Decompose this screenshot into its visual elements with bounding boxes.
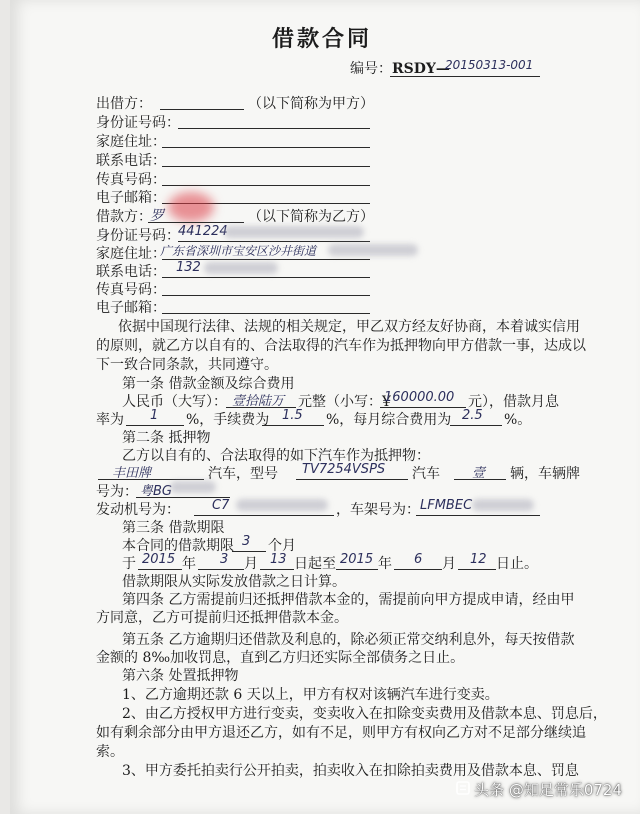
borrower-name-suffix: （以下简称为乙方）: [248, 209, 374, 225]
contract-title: 借款合同: [272, 26, 373, 52]
borrower-fax-label: 传真号码：: [96, 282, 166, 298]
art3-d2: 12: [470, 552, 487, 567]
borrower-email-label: 电子邮箱：: [96, 300, 166, 316]
art1-pct1: %，手续费为: [186, 412, 270, 428]
art2-engine-line: [194, 515, 334, 516]
art3-yue1: 月: [244, 556, 258, 572]
art1-mid1: 元整（小写：¥: [298, 394, 391, 410]
art3-note: 借款期限从实际发放借款之日计算。: [122, 574, 346, 590]
borrower-address-value: 广东省深圳市宝安区沙井街道: [160, 244, 317, 258]
lender-address-label: 家庭住址：: [96, 134, 166, 150]
art1-mid2: 元），借款月息: [468, 394, 559, 410]
intro-line-1: 依据中国现行法律、法规的相关规定，甲乙双方经友好协商，本着诚实信用: [118, 319, 580, 335]
art1-rate-label: 率为: [96, 412, 124, 428]
art6-line-1: 1、乙方逾期还款 6 天以上，甲方有权对该辆汽车进行变卖。: [122, 687, 499, 703]
art1-monthly-line: [450, 425, 502, 426]
borrower-name-label: 借款方：: [96, 209, 152, 225]
borrower-address-label: 家庭住址：: [96, 246, 166, 262]
art6-heading: 第六条 处置抵押物: [122, 668, 239, 684]
intro-line-3: 下一致合同条款，共同遵守。: [96, 357, 278, 373]
art3-nian2: 年: [378, 556, 392, 572]
contract-no-value: 20150313-001: [445, 58, 534, 72]
art1-pct3: %。: [504, 412, 532, 428]
art5-line-1: 第五条 乙方逾期归还借款及利息的，除必须正常交纳利息外，每天按借款: [122, 632, 575, 648]
art1-fee-value: 1.5: [282, 408, 303, 423]
art3-y1-line: [138, 569, 182, 570]
art2-frame-line: [416, 515, 540, 516]
art1-rate-value: 1: [150, 408, 159, 423]
art1-rmb-lower: 160000.00: [384, 390, 455, 405]
lender-name-label: 出借方：: [96, 96, 152, 112]
lender-name-line: [160, 109, 244, 110]
art2-count-line: [454, 479, 506, 480]
art1-rmb-upper: 壹拾陆万: [232, 394, 285, 409]
lender-address-line: [162, 147, 370, 148]
borrower-id-redaction: [224, 226, 364, 238]
art1-fee-line: [262, 425, 324, 426]
art2-model-value: TV7254VSPS: [302, 462, 386, 477]
borrower-phone-redaction: [204, 262, 278, 274]
art6-line-5: 3、甲方委托拍卖行公开拍卖，拍卖收入在扣除拍卖费用及借款本息、罚息: [122, 763, 579, 779]
borrower-name-line: [148, 222, 244, 223]
toutiao-watermark: [456, 779, 622, 800]
art3-ri1: 日起至: [294, 556, 336, 572]
art3-d1: 13: [270, 552, 287, 567]
lender-id-label: 身份证号码：: [96, 115, 180, 131]
borrower-email-line: [162, 313, 370, 314]
art2-engine-redaction: [236, 499, 328, 511]
art3-ri2: 日止。: [496, 556, 538, 572]
art3-term-unit: 个月: [268, 538, 296, 554]
borrower-phone-line: [162, 277, 370, 278]
art3-m1-line: [198, 569, 244, 570]
art2-engine-label: 发动机号为：: [96, 502, 180, 518]
art2-frame-redaction: [472, 499, 534, 511]
art2-engine-value: C7: [212, 498, 230, 513]
lender-fax-label: 传真号码：: [96, 172, 166, 188]
art3-nian1: 年: [182, 556, 196, 572]
art3-y2-line: [336, 569, 378, 570]
art3-m2-line: [394, 569, 442, 570]
art1-pct2: %，每月综合费用为: [326, 412, 452, 428]
art3-from-prefix: 于: [122, 556, 136, 572]
art1-rate-line: [126, 425, 184, 426]
toutiao-logo-icon: [456, 781, 470, 799]
borrower-name-value: 罗: [150, 208, 164, 224]
art3-d1-line: [260, 569, 294, 570]
art3-term-value: 3: [242, 534, 251, 549]
contract-no-underline: [390, 76, 540, 77]
contract-no-prefix: RSDY—: [392, 61, 450, 77]
art3-m1: 3: [220, 552, 229, 567]
art2-line1: 乙方以自有的、合法取得的如下汽车作为抵押物：: [122, 448, 430, 464]
art1-heading: 第一条 借款金额及综合费用: [122, 376, 295, 392]
art1-rmb-label: 人民币（大写）：: [122, 394, 227, 410]
art3-term-line: [232, 551, 266, 552]
art4-line-1: 第四条 乙方需提前归还抵押借款本金的，需提前向甲方提成申请，经由甲: [122, 592, 575, 608]
art3-term-label: 本合同的借款期限: [122, 538, 234, 554]
borrower-address-redaction: [328, 244, 418, 256]
lender-phone-label: 联系电话：: [96, 153, 166, 169]
borrower-phone-label: 联系电话：: [96, 264, 166, 280]
art2-heading: 第二条 抵押物: [122, 430, 211, 446]
art2-car2-label: 汽车: [412, 466, 440, 482]
art6-line-2: 2、由乙方授权甲方进行变卖，变卖收入在扣除变卖费用及借款本息、罚息后，: [122, 706, 607, 722]
art1-monthly-value: 2.5: [462, 408, 483, 423]
watermark-text: 头条 @知足常乐0724: [474, 781, 622, 799]
art3-yue2: 月: [442, 556, 456, 572]
contract-page: [10, 0, 640, 814]
art3-y1: 2015: [142, 552, 176, 567]
art2-model-line: [296, 479, 408, 480]
art2-frame-label: ，车架号为：: [336, 502, 420, 518]
borrower-phone-value: 132: [176, 260, 201, 275]
art6-line-3: 如有剩余部分由甲方退还乙方，如有不足，则甲方有权向乙方对不足部分继续追: [96, 725, 586, 741]
intro-line-2: 的原则，就乙方以自有的、合法取得的汽车作为抵押物向甲方借款一事，达成以: [96, 338, 586, 354]
lender-id-line: [178, 128, 370, 129]
art2-count-value: 壹: [472, 466, 486, 481]
art2-frame-value: LFMBEC: [420, 498, 473, 513]
art2-plate-label: 辆，车辆牌: [510, 466, 580, 482]
art3-y2: 2015: [340, 552, 374, 567]
art3-d2-line: [458, 569, 496, 570]
contract-no-label: 编号：: [350, 61, 392, 77]
art2-plate-prefix: 号为：: [96, 484, 138, 500]
art3-m2: 6: [414, 552, 423, 567]
art2-car-label: 汽车，型号: [208, 466, 278, 482]
art4-line-2: 方同意，乙方可提前归还抵押借款本金。: [96, 610, 348, 626]
art2-plate-redaction: [170, 481, 216, 493]
art2-brand-value: 丰田牌: [112, 466, 152, 481]
art2-plate-value: 粤BG: [140, 484, 172, 499]
art6-line-4: 索。: [96, 744, 124, 760]
lender-phone-line: [162, 166, 370, 167]
art1-rmb-lower-line: [380, 407, 466, 408]
art3-heading: 第三条 借款期限: [122, 520, 225, 536]
lender-email-label: 电子邮箱：: [96, 190, 166, 206]
lender-name-suffix: （以下简称为甲方）: [248, 96, 374, 112]
art5-line-2: 金额的 8‰加收罚息，直到乙方归还实际全部债务之日止。: [96, 650, 465, 666]
lender-fax-line: [162, 185, 370, 186]
borrower-id-value: 441224: [178, 224, 228, 239]
borrower-id-label: 身份证号码：: [96, 228, 180, 244]
borrower-fax-line: [162, 295, 370, 296]
borrower-fingerprint: [168, 192, 214, 222]
